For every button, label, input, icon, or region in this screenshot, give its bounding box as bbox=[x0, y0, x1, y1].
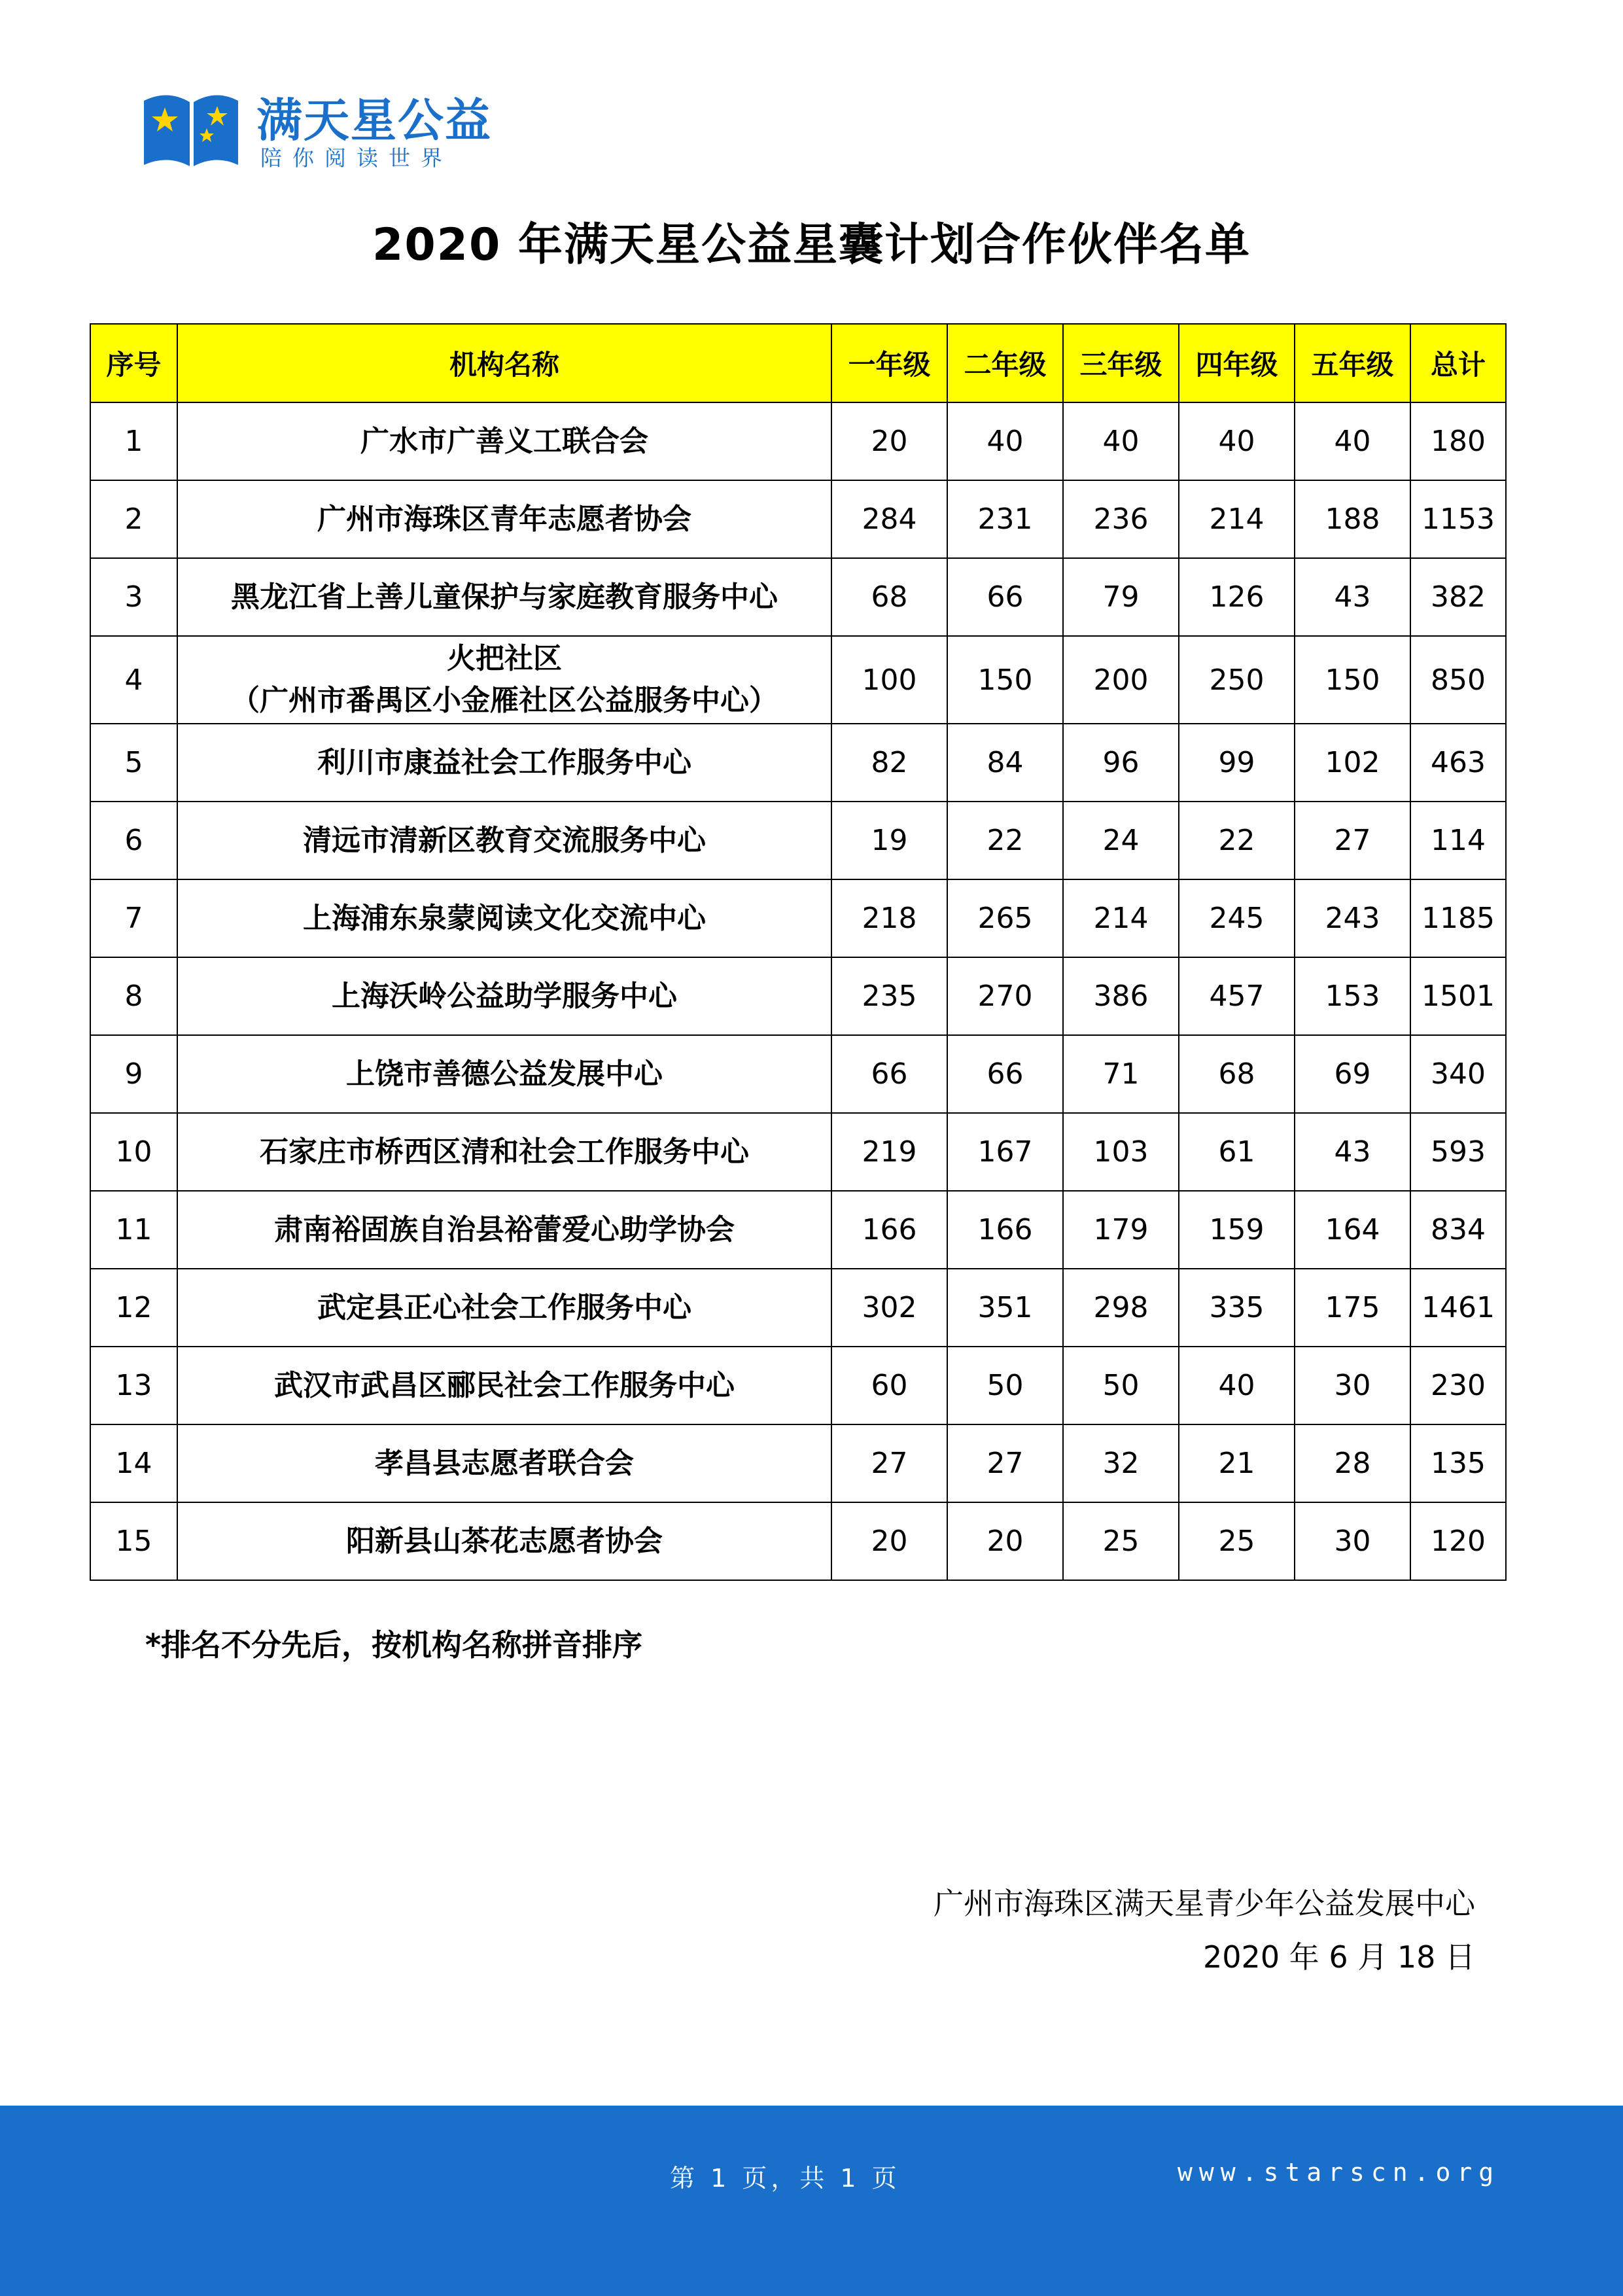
cell-grade5: 102 bbox=[1295, 724, 1410, 802]
cell-grade5: 188 bbox=[1295, 480, 1410, 558]
col-header-name: 机构名称 bbox=[177, 324, 831, 402]
cell-grade2: 166 bbox=[947, 1191, 1063, 1269]
cell-total: 135 bbox=[1410, 1424, 1506, 1502]
cell-no: 14 bbox=[90, 1424, 177, 1502]
cell-grade2: 22 bbox=[947, 802, 1063, 879]
table-row bbox=[90, 558, 1506, 636]
cell-grade5: 164 bbox=[1295, 1191, 1410, 1269]
cell-grade2: 50 bbox=[947, 1347, 1063, 1424]
org-name-line: 孝昌县志愿者联合会 bbox=[375, 1446, 634, 1480]
org-name-line: 上海沃岭公益助学服务中心 bbox=[332, 979, 677, 1013]
cell-grade3: 71 bbox=[1063, 1035, 1179, 1113]
cell-grade4: 68 bbox=[1179, 1035, 1295, 1113]
table-row bbox=[90, 480, 1506, 558]
cell-grade4: 126 bbox=[1179, 558, 1295, 636]
table-row bbox=[90, 402, 1506, 480]
cell-total: 593 bbox=[1410, 1113, 1506, 1191]
cell-grade4: 457 bbox=[1179, 957, 1295, 1035]
cell-grade3: 96 bbox=[1063, 724, 1179, 802]
cell-no: 15 bbox=[90, 1502, 177, 1580]
signature-date: 2020 年 6 月 18 日 bbox=[1203, 1939, 1475, 1975]
cell-no: 10 bbox=[90, 1113, 177, 1191]
col-header-total: 总计 bbox=[1410, 324, 1506, 402]
table-row bbox=[90, 957, 1506, 1035]
page-footer bbox=[0, 2106, 1623, 2296]
cell-grade2: 231 bbox=[947, 480, 1063, 558]
cell-grade3: 179 bbox=[1063, 1191, 1179, 1269]
table-row bbox=[90, 1113, 1506, 1191]
cell-grade5: 28 bbox=[1295, 1424, 1410, 1502]
cell-grade5: 153 bbox=[1295, 957, 1410, 1035]
org-name-line: 肃南裕固族自治县裕蕾爱心助学协会 bbox=[274, 1212, 735, 1246]
sort-note: *排名不分先后，按机构名称拼音排序 bbox=[145, 1627, 643, 1663]
partner-table bbox=[90, 323, 1507, 1581]
cell-no: 8 bbox=[90, 957, 177, 1035]
org-name-line: 广水市广善义工联合会 bbox=[360, 424, 648, 458]
org-name-line: 广州市海珠区青年志愿者协会 bbox=[317, 502, 691, 536]
cell-grade5: 30 bbox=[1295, 1502, 1410, 1580]
cell-total: 1153 bbox=[1410, 480, 1506, 558]
cell-grade3: 25 bbox=[1063, 1502, 1179, 1580]
org-name-line: 武汉市武昌区郦民社会工作服务中心 bbox=[274, 1368, 735, 1402]
cell-grade1: 219 bbox=[831, 1113, 947, 1191]
cell-no: 12 bbox=[90, 1269, 177, 1347]
cell-grade1: 82 bbox=[831, 724, 947, 802]
cell-name bbox=[177, 636, 831, 724]
cell-grade5: 43 bbox=[1295, 558, 1410, 636]
cell-grade2: 351 bbox=[947, 1269, 1063, 1347]
table-body bbox=[90, 402, 1506, 1580]
cell-grade4: 99 bbox=[1179, 724, 1295, 802]
cell-name bbox=[177, 1347, 831, 1424]
cell-no: 2 bbox=[90, 480, 177, 558]
document-title: 2020 年满天星公益星囊计划合作伙伴名单 bbox=[372, 219, 1251, 271]
org-name-line: 黑龙江省上善儿童保护与家庭教育服务中心 bbox=[231, 580, 778, 614]
cell-total: 1185 bbox=[1410, 879, 1506, 957]
table-row bbox=[90, 879, 1506, 957]
org-name-line: 石家庄市桥西区清和社会工作服务中心 bbox=[260, 1135, 749, 1169]
cell-grade4: 25 bbox=[1179, 1502, 1295, 1580]
org-name-line: 上饶市善德公益发展中心 bbox=[346, 1057, 663, 1091]
col-header-grade1: 一年级 bbox=[831, 324, 947, 402]
table-row bbox=[90, 1347, 1506, 1424]
cell-total: 1461 bbox=[1410, 1269, 1506, 1347]
cell-no: 7 bbox=[90, 879, 177, 957]
cell-grade4: 214 bbox=[1179, 480, 1295, 558]
cell-grade2: 150 bbox=[947, 636, 1063, 724]
cell-total: 120 bbox=[1410, 1502, 1506, 1580]
org-name-line: 阳新县山茶花志愿者协会 bbox=[346, 1524, 663, 1558]
cell-grade2: 20 bbox=[947, 1502, 1063, 1580]
cell-grade5: 243 bbox=[1295, 879, 1410, 957]
cell-grade1: 218 bbox=[831, 879, 947, 957]
website-link[interactable]: www.starscn.org bbox=[1178, 2158, 1501, 2187]
signature-block bbox=[934, 1877, 1475, 1984]
cell-name bbox=[177, 1113, 831, 1191]
cell-name bbox=[177, 1191, 831, 1269]
table-row bbox=[90, 724, 1506, 802]
table-row bbox=[90, 1269, 1506, 1347]
cell-grade1: 100 bbox=[831, 636, 947, 724]
book-star-icon bbox=[139, 88, 243, 171]
cell-no: 4 bbox=[90, 636, 177, 724]
cell-grade4: 245 bbox=[1179, 879, 1295, 957]
col-header-grade5: 五年级 bbox=[1295, 324, 1410, 402]
org-name-line: 火把社区 bbox=[447, 642, 562, 675]
signature-org: 广州市海珠区满天星青少年公益发展中心 bbox=[934, 1886, 1475, 1921]
cell-total: 230 bbox=[1410, 1347, 1506, 1424]
org-name-line: 清远市清新区教育交流服务中心 bbox=[303, 823, 706, 857]
org-name-line: 武定县正心社会工作服务中心 bbox=[317, 1290, 691, 1324]
cell-grade1: 20 bbox=[831, 402, 947, 480]
cell-grade1: 68 bbox=[831, 558, 947, 636]
col-header-no: 序号 bbox=[90, 324, 177, 402]
cell-grade3: 32 bbox=[1063, 1424, 1179, 1502]
cell-name bbox=[177, 724, 831, 802]
cell-no: 13 bbox=[90, 1347, 177, 1424]
cell-grade1: 166 bbox=[831, 1191, 947, 1269]
cell-grade1: 284 bbox=[831, 480, 947, 558]
cell-grade1: 20 bbox=[831, 1502, 947, 1580]
cell-name bbox=[177, 1502, 831, 1580]
cell-name bbox=[177, 1424, 831, 1502]
cell-grade3: 236 bbox=[1063, 480, 1179, 558]
cell-no: 6 bbox=[90, 802, 177, 879]
brand-logo bbox=[139, 84, 505, 175]
cell-total: 834 bbox=[1410, 1191, 1506, 1269]
cell-grade4: 40 bbox=[1179, 1347, 1295, 1424]
cell-grade3: 50 bbox=[1063, 1347, 1179, 1424]
cell-total: 850 bbox=[1410, 636, 1506, 724]
org-name-line-2: （广州市番禺区小金雁社区公益服务中心） bbox=[231, 684, 778, 717]
cell-grade3: 79 bbox=[1063, 558, 1179, 636]
cell-name bbox=[177, 402, 831, 480]
cell-grade5: 30 bbox=[1295, 1347, 1410, 1424]
cell-grade2: 270 bbox=[947, 957, 1063, 1035]
cell-no: 11 bbox=[90, 1191, 177, 1269]
col-header-grade3: 三年级 bbox=[1063, 324, 1179, 402]
cell-grade2: 66 bbox=[947, 558, 1063, 636]
cell-grade2: 27 bbox=[947, 1424, 1063, 1502]
cell-grade4: 40 bbox=[1179, 402, 1295, 480]
cell-name bbox=[177, 1269, 831, 1347]
brand-name: 满天星公益 bbox=[256, 94, 492, 147]
table-header-row bbox=[90, 324, 1506, 402]
cell-grade3: 200 bbox=[1063, 636, 1179, 724]
cell-total: 340 bbox=[1410, 1035, 1506, 1113]
cell-name bbox=[177, 558, 831, 636]
cell-grade1: 66 bbox=[831, 1035, 947, 1113]
cell-grade3: 40 bbox=[1063, 402, 1179, 480]
table-row bbox=[90, 1035, 1506, 1113]
cell-name bbox=[177, 957, 831, 1035]
org-name-line: 利川市康益社会工作服务中心 bbox=[317, 745, 691, 779]
cell-grade3: 103 bbox=[1063, 1113, 1179, 1191]
cell-total: 1501 bbox=[1410, 957, 1506, 1035]
cell-name bbox=[177, 879, 831, 957]
cell-total: 463 bbox=[1410, 724, 1506, 802]
table-row bbox=[90, 802, 1506, 879]
cell-grade4: 21 bbox=[1179, 1424, 1295, 1502]
cell-grade5: 69 bbox=[1295, 1035, 1410, 1113]
brand-slogan: 陪你阅读世界 bbox=[260, 145, 453, 171]
cell-grade5: 40 bbox=[1295, 402, 1410, 480]
table-row bbox=[90, 1424, 1506, 1502]
cell-no: 9 bbox=[90, 1035, 177, 1113]
cell-grade2: 40 bbox=[947, 402, 1063, 480]
cell-grade1: 27 bbox=[831, 1424, 947, 1502]
cell-grade4: 22 bbox=[1179, 802, 1295, 879]
cell-name bbox=[177, 1035, 831, 1113]
table-row bbox=[90, 1191, 1506, 1269]
cell-grade3: 24 bbox=[1063, 802, 1179, 879]
table-row bbox=[90, 1502, 1506, 1580]
cell-no: 5 bbox=[90, 724, 177, 802]
cell-grade2: 84 bbox=[947, 724, 1063, 802]
cell-no: 1 bbox=[90, 402, 177, 480]
cell-grade4: 61 bbox=[1179, 1113, 1295, 1191]
cell-grade5: 150 bbox=[1295, 636, 1410, 724]
cell-grade3: 214 bbox=[1063, 879, 1179, 957]
cell-grade2: 66 bbox=[947, 1035, 1063, 1113]
cell-total: 114 bbox=[1410, 802, 1506, 879]
table-row bbox=[90, 636, 1506, 724]
cell-grade1: 235 bbox=[831, 957, 947, 1035]
cell-grade4: 335 bbox=[1179, 1269, 1295, 1347]
cell-grade1: 60 bbox=[831, 1347, 947, 1424]
cell-grade2: 167 bbox=[947, 1113, 1063, 1191]
cell-grade4: 250 bbox=[1179, 636, 1295, 724]
cell-grade5: 43 bbox=[1295, 1113, 1410, 1191]
cell-total: 180 bbox=[1410, 402, 1506, 480]
cell-grade5: 175 bbox=[1295, 1269, 1410, 1347]
col-header-grade2: 二年级 bbox=[947, 324, 1063, 402]
cell-grade3: 386 bbox=[1063, 957, 1179, 1035]
cell-grade5: 27 bbox=[1295, 802, 1410, 879]
page-number: 第 1 页，共 1 页 bbox=[670, 2164, 901, 2193]
cell-total: 382 bbox=[1410, 558, 1506, 636]
cell-grade2: 265 bbox=[947, 879, 1063, 957]
cell-grade4: 159 bbox=[1179, 1191, 1295, 1269]
cell-grade3: 298 bbox=[1063, 1269, 1179, 1347]
org-name-line: 上海浦东泉蒙阅读文化交流中心 bbox=[303, 901, 706, 935]
cell-no: 3 bbox=[90, 558, 177, 636]
col-header-grade4: 四年级 bbox=[1179, 324, 1295, 402]
cell-name bbox=[177, 802, 831, 879]
cell-grade1: 19 bbox=[831, 802, 947, 879]
cell-grade1: 302 bbox=[831, 1269, 947, 1347]
cell-name bbox=[177, 480, 831, 558]
